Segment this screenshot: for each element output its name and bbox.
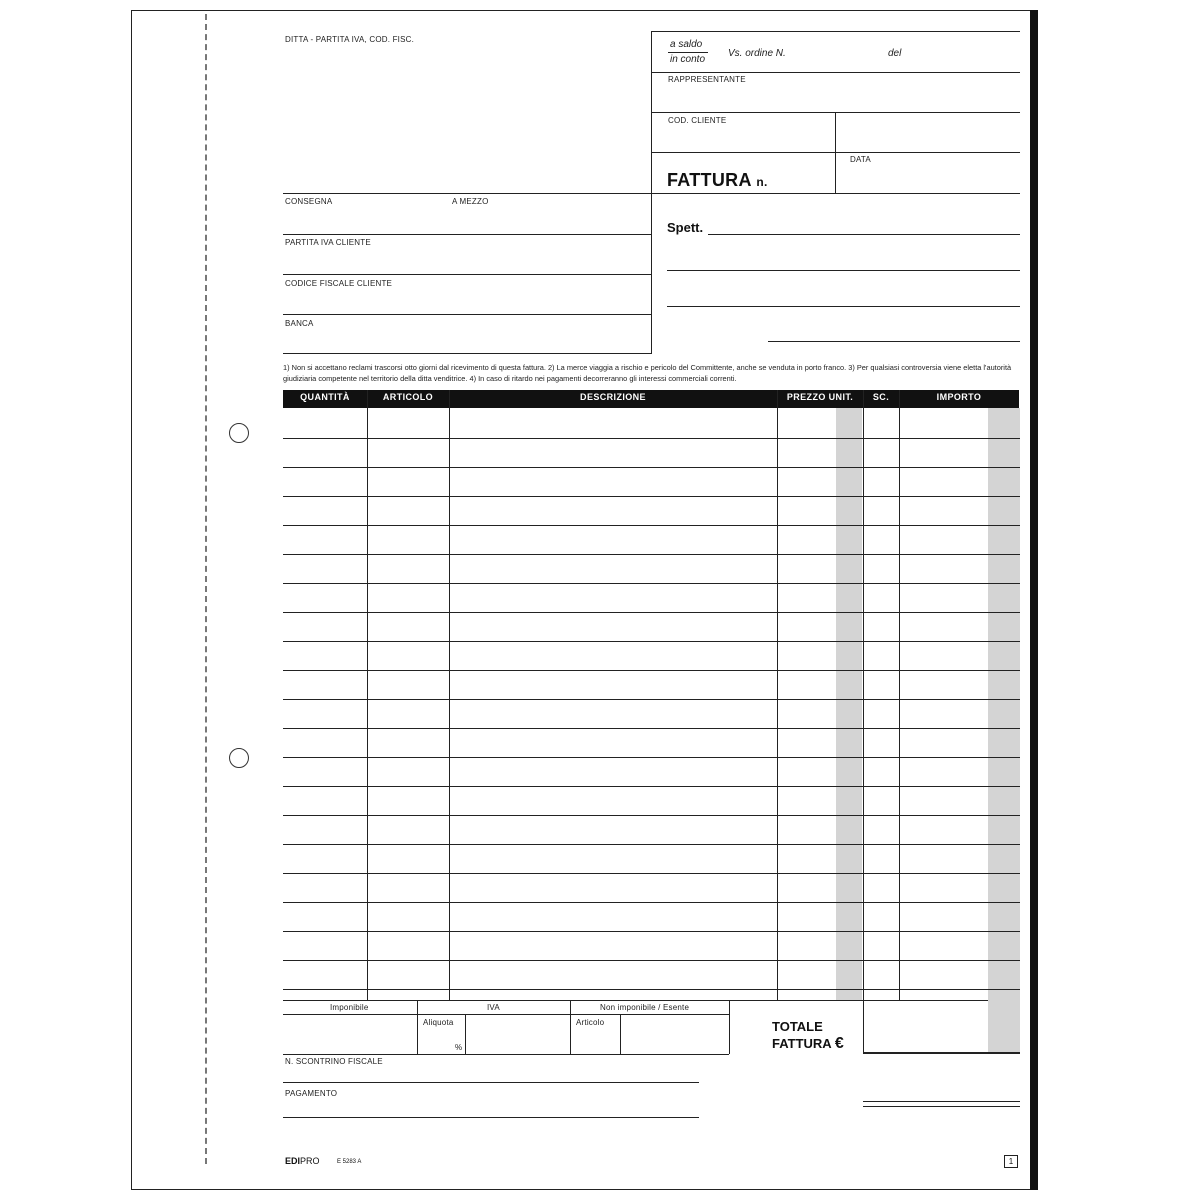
codice-fiscale-label: CODICE FISCALE CLIENTE: [285, 279, 393, 288]
banca-label: BANCA: [285, 319, 314, 328]
column-divider-prezzo: [777, 390, 778, 1000]
table-row-line: [283, 931, 1020, 932]
del-label: del: [888, 48, 902, 59]
saldo-divider: [668, 52, 708, 53]
form-code: E 5283 A: [337, 1159, 362, 1165]
brand-edi: EDI: [285, 1156, 301, 1166]
pagamento-label: PAGAMENTO: [285, 1089, 338, 1098]
fattura-word-footer: [772, 1035, 844, 1052]
pagamento-line: [283, 1117, 699, 1118]
totale-word: TOTALE: [772, 1019, 823, 1034]
column-header-sconto: SC.: [872, 392, 890, 402]
table-row-line: [283, 670, 1020, 671]
partita-iva-line: [283, 274, 651, 275]
table-row-line: [283, 873, 1020, 874]
scontrino-line: [283, 1082, 699, 1083]
table-row-line: [283, 786, 1020, 787]
signature-line-2: [863, 1106, 1020, 1107]
spett-line-1: [708, 234, 1020, 235]
brand-pro: PRO: [300, 1156, 320, 1166]
table-row-line: [283, 467, 1020, 468]
spett-line-2: [667, 270, 1020, 271]
banca-line: [283, 353, 652, 354]
fattura-footer-text: FATTURA: [772, 1036, 832, 1051]
articolo-label: Articolo: [576, 1018, 605, 1027]
a-saldo-label: a saldo: [670, 39, 703, 50]
fattura-line: [283, 193, 1020, 194]
iva-label: IVA: [487, 1003, 500, 1012]
table-row-line: [283, 554, 1020, 555]
table-row-line: [283, 960, 1020, 961]
binder-hole-bottom: [229, 748, 249, 768]
cod-cliente-line: [652, 152, 1020, 153]
fattura-number-label: n.: [756, 175, 768, 189]
table-row-line: [283, 496, 1020, 497]
fattura-word: FATTURA: [667, 170, 752, 190]
footer-bottom-line: [283, 1054, 729, 1055]
invoice-sheet: [131, 10, 1036, 1190]
footer-divider-2: [465, 1014, 466, 1054]
cod-cliente-label: COD. CLIENTE: [668, 116, 727, 125]
column-header-quantita: QUANTITÀ: [300, 392, 350, 402]
table-row-line: [283, 844, 1020, 845]
column-header-importo: IMPORTO: [936, 392, 982, 402]
table-header: [283, 390, 1019, 408]
column-header-descrizione: DESCRIZIONE: [580, 392, 646, 402]
in-conto-label: in conto: [670, 54, 706, 65]
table-row-line: [283, 612, 1020, 613]
spett-line-3: [667, 306, 1020, 307]
rappresentante-line: [652, 112, 1020, 113]
fattura-title: [667, 170, 768, 191]
table-row-line: [283, 641, 1020, 642]
percent-label: %: [455, 1043, 463, 1052]
codice-fiscale-line: [283, 314, 651, 315]
euro-symbol: €: [834, 1035, 844, 1052]
totale-fattura-label: [772, 1018, 844, 1052]
consegna-label: CONSEGNA: [285, 197, 333, 206]
footer-divider-5: [729, 1000, 730, 1054]
consegna-line: [283, 234, 651, 235]
totale-underline: [863, 1052, 1020, 1054]
page-number-box: 1: [1004, 1155, 1018, 1168]
ordine-line: [652, 72, 1020, 73]
column-header-articolo: ARTICOLO: [382, 392, 434, 402]
aliquota-label: Aliquota: [423, 1018, 454, 1027]
table-row-line: [283, 757, 1020, 758]
spett-label: Spett.: [667, 220, 704, 235]
column-header-prezzo: PREZZO UNIT.: [786, 392, 854, 402]
footer-divider-1: [417, 1000, 418, 1054]
column-divider-articolo: [367, 390, 368, 1000]
footer-divider-4: [620, 1014, 621, 1054]
header-top-line: [652, 31, 1020, 32]
spett-line-4: [768, 341, 1020, 342]
perforation-line: [205, 14, 207, 1164]
table-row-line: [283, 583, 1020, 584]
binder-hole-top: [229, 423, 249, 443]
column-divider-sconto: [863, 390, 864, 1054]
data-label: DATA: [850, 155, 871, 164]
table-row-line: [283, 902, 1020, 903]
table-row-line: [283, 815, 1020, 816]
column-divider-descrizione: [449, 390, 450, 1000]
scontrino-label: N. SCONTRINO FISCALE: [285, 1057, 383, 1066]
footer-sub-line: [283, 1014, 729, 1015]
table-row-line: [283, 989, 1020, 990]
signature-line-1: [863, 1101, 1020, 1102]
partita-iva-cliente-label: PARTITA IVA CLIENTE: [285, 238, 371, 247]
sheet-edge-shadow: [1030, 10, 1038, 1190]
rappresentante-label: RAPPRESENTANTE: [668, 75, 746, 84]
footer-divider-3: [570, 1000, 571, 1054]
vs-ordine-label: Vs. ordine N.: [728, 48, 786, 59]
table-row-line: [283, 525, 1020, 526]
ditta-label: DITTA - PARTITA IVA, COD. FISC.: [285, 35, 415, 44]
a-mezzo-label: A MEZZO: [452, 197, 489, 206]
cod-cliente-divider: [835, 112, 836, 194]
non-imponibile-label: Non imponibile / Esente: [600, 1003, 690, 1012]
brand-logo: [285, 1156, 320, 1166]
table-row-line: [283, 728, 1020, 729]
imponibile-label: Imponibile: [330, 1003, 369, 1012]
column-divider-importo: [899, 390, 900, 1000]
totale-cents-column: [988, 1000, 1020, 1052]
table-row-line: [283, 438, 1020, 439]
footer-top-line: [283, 1000, 1020, 1001]
table-row-line: [283, 699, 1020, 700]
conditions-text: 1) Non si accettano reclami trascorsi otto giorni dal ricevimento di questa fattura. 2) La merce viaggia a rischio e pericolo del Committente, anche se venduta in porto franco. 3) Per qualsiasi controversia viene eletta l'autorità giudiziaria competente nel territorio della ditta venditrice. 4) In caso di ritardo nei pagamenti decorreranno gli interessi commerciali correnti.: [283, 363, 1012, 383]
